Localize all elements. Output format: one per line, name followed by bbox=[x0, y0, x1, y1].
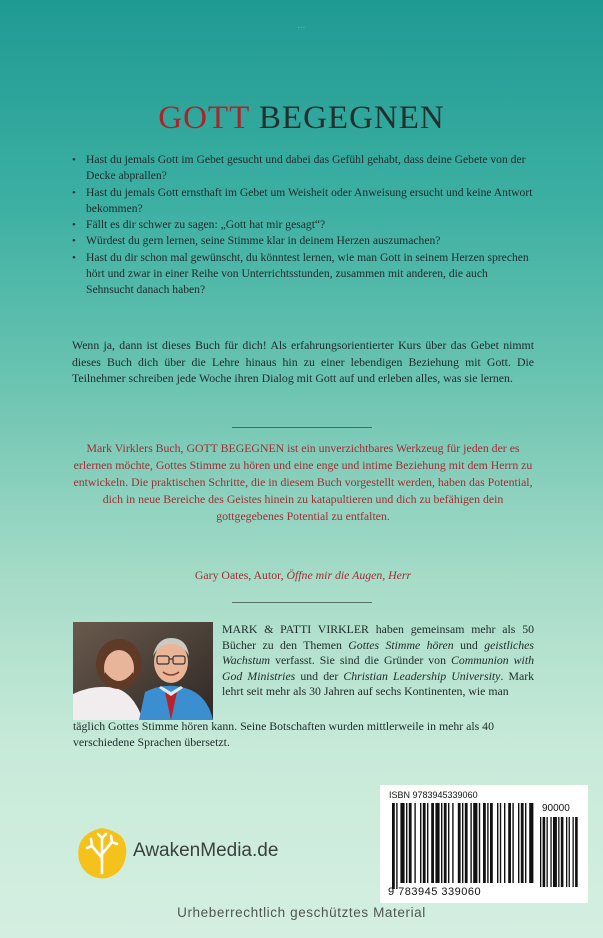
copyright-watermark: Urheberrechtlich geschütztes Material bbox=[177, 905, 426, 920]
book-title bbox=[0, 100, 603, 137]
bio-text: und der bbox=[295, 668, 344, 683]
title-accent-word: GOTT bbox=[158, 100, 250, 136]
author-bio bbox=[222, 622, 534, 700]
publisher-logo-text: AwakenMedia.de bbox=[133, 840, 279, 861]
bio-italic: Communion with God Ministries bbox=[222, 653, 534, 683]
awakenmedia-logo-icon bbox=[75, 826, 129, 880]
intro-paragraph: Wenn ja, dann ist dieses Buch für dich! Als erfahrungsorientierter Kurs über das Gebet nimmt dieses Buch dich über die Lehre hinaus hin zu einer lebendigen Beziehung mit Gott. Die Teilnehmer schreiben jede Woche ihren Dialog mit Gott auf und erleben alles, was sie lernen. bbox=[72, 338, 534, 386]
list-item: • Hast du dir schon mal gewünscht, du könntest lernen, wie man Gott in seinem Herzen sprechen hört und zwar in einer Reihe von Unterrichtsstunden, zusammen mit anderen, die auch Sehnsucht danach haben? bbox=[72, 250, 534, 299]
list-item: • Hast du jemals Gott im Gebet gesucht und dabei das Gefühl gehabt, dass deine Gebete von der Decke abprallen? bbox=[72, 152, 534, 185]
list-item: • Hast du jemals Gott ernsthaft im Gebet um Weisheit oder Anweisung ersucht und keine Antwort bekommen? bbox=[72, 185, 534, 218]
isbn-barcode bbox=[380, 785, 588, 903]
endorsement-book-title: Öffne mir die Augen, Herr bbox=[286, 568, 412, 582]
divider-line bbox=[232, 427, 372, 428]
divider-line bbox=[232, 602, 372, 603]
isbn-label: ISBN 9783945339060 bbox=[389, 790, 478, 800]
author-photo bbox=[73, 622, 213, 720]
bio-text: MARK & PATTI VIRKLER haben gemeinsam mehr als 50 Bücher zu den Themen bbox=[222, 622, 534, 652]
endorsement-author-name: Gary Oates, Autor, bbox=[194, 568, 287, 582]
endorsement-author bbox=[72, 568, 534, 583]
question-list bbox=[72, 152, 534, 299]
endorsement-quote: Mark Virklers Buch, GOTT BEGEGNEN ist ein unverzichtbares Werkzeug für jeden der es erlernen möchte, Gottes Stimme zu hören und eine enge und intime Beziehung mit dem Herrn zu entwickeln. Die praktischen Schritte, die in diesem Buch vorgestellt werden, haben das Potential, dich in neue Bereiche des Geistes hinein zu katapultieren und dich zu befähigen dein gottgegebenes Potential zu entfalten. bbox=[73, 441, 533, 523]
bio-italic: Christian Leadership University bbox=[343, 668, 501, 683]
bio-text: . Mark lehrt seit mehr als 30 Jahren auf sechs Kontinenten, wie man bbox=[222, 668, 535, 699]
barcode-addon-number: 90000 bbox=[542, 803, 570, 814]
bio-text: verfasst. Sie sind die Gründer von bbox=[270, 653, 451, 668]
bio-italic: Gottes Stimme hören bbox=[348, 637, 454, 652]
bio-italic: geistliches Wachstum bbox=[222, 637, 535, 668]
list-item: • Würdest du gern lernen, seine Stimme klar in deinem Herzen auszumachen? bbox=[72, 233, 534, 249]
title-rest: BEGEGNEN bbox=[249, 100, 445, 136]
bio-text: und bbox=[453, 637, 485, 652]
author-bio-continued: täglich Gottes Stimme hören kann. Seine Botschaften wurden mittlerweile in mehr als 40 verschiedene Sprachen übersetzt. bbox=[73, 719, 494, 749]
top-strip-text: ... bbox=[297, 20, 306, 30]
barcode-number: 9 783945 339060 bbox=[388, 886, 482, 898]
list-item: • Fällt es dir schwer zu sagen: „Gott hat mir gesagt“? bbox=[72, 217, 534, 233]
